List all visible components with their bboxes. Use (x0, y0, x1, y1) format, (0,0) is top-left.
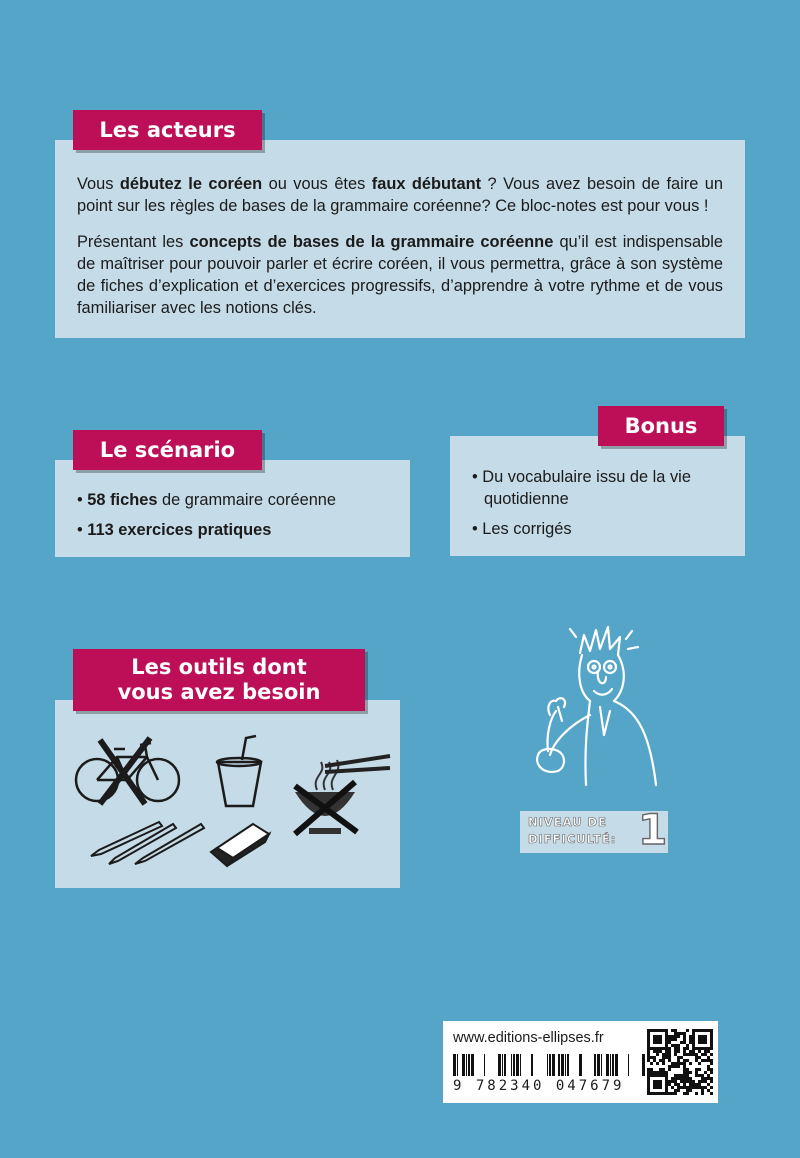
qr-code-icon (647, 1029, 713, 1095)
scenario-list (77, 489, 397, 549)
bonus-title: Bonus (598, 406, 724, 446)
difficulty-level-value: 1 (638, 805, 668, 854)
cartoon-character-illustration (510, 615, 690, 815)
list-item: • Du vocabulaire issu de la vie quotidienne (472, 466, 722, 510)
outils-illustrations (55, 700, 400, 888)
eraser-icon (211, 824, 269, 866)
difficulty-label-line-1: NIVEAU DE (528, 815, 607, 829)
list-item: • Les corrigés (472, 518, 722, 540)
difficulty-label-line-2: DIFFICULTÉ: (528, 832, 617, 846)
acteurs-paragraph-1: Vous débutez le coréen ou vous êtes faux débutant ? Vous avez besoin de faire un point sur les règles de bases de la grammaire coréenne? Ce bloc-notes est pour vous ! (77, 175, 724, 215)
difficulty-level-badge (520, 805, 668, 854)
publisher-url: www.editions-ellipses.fr (453, 1030, 604, 1046)
acteurs-paragraph-2: Présentant les concepts de bases de la grammaire coréenne qu’il est indispensable de maîtriser pour pouvoir parler et écrire coréen, il vous permettra, grâce à son système de fiches d’explication et d’exercices progressifs, d’apprendre à votre rythme et de vous familiariser avec les notions clés. (77, 233, 723, 317)
noodle-bowl-crossed-icon (295, 756, 390, 834)
list-item: • 58 fiches de grammaire coréenne (77, 489, 397, 511)
outils-title-line-2: vous avez besoin (117, 680, 321, 704)
bicycle-crossed-icon (76, 738, 179, 804)
barcode-box (443, 1021, 718, 1103)
outils-title-line-1: Les outils dont (131, 655, 307, 679)
isbn-number: 9 782340 047679 (453, 1078, 625, 1094)
barcode-icon (453, 1054, 647, 1076)
cup-with-straw-icon (217, 736, 261, 806)
acteurs-title: Les acteurs (73, 110, 262, 150)
scenario-title: Le scénario (73, 430, 262, 470)
bonus-list (472, 466, 722, 548)
pencils-icon (91, 822, 204, 864)
list-item: • 113 exercices pratiques (77, 519, 397, 541)
